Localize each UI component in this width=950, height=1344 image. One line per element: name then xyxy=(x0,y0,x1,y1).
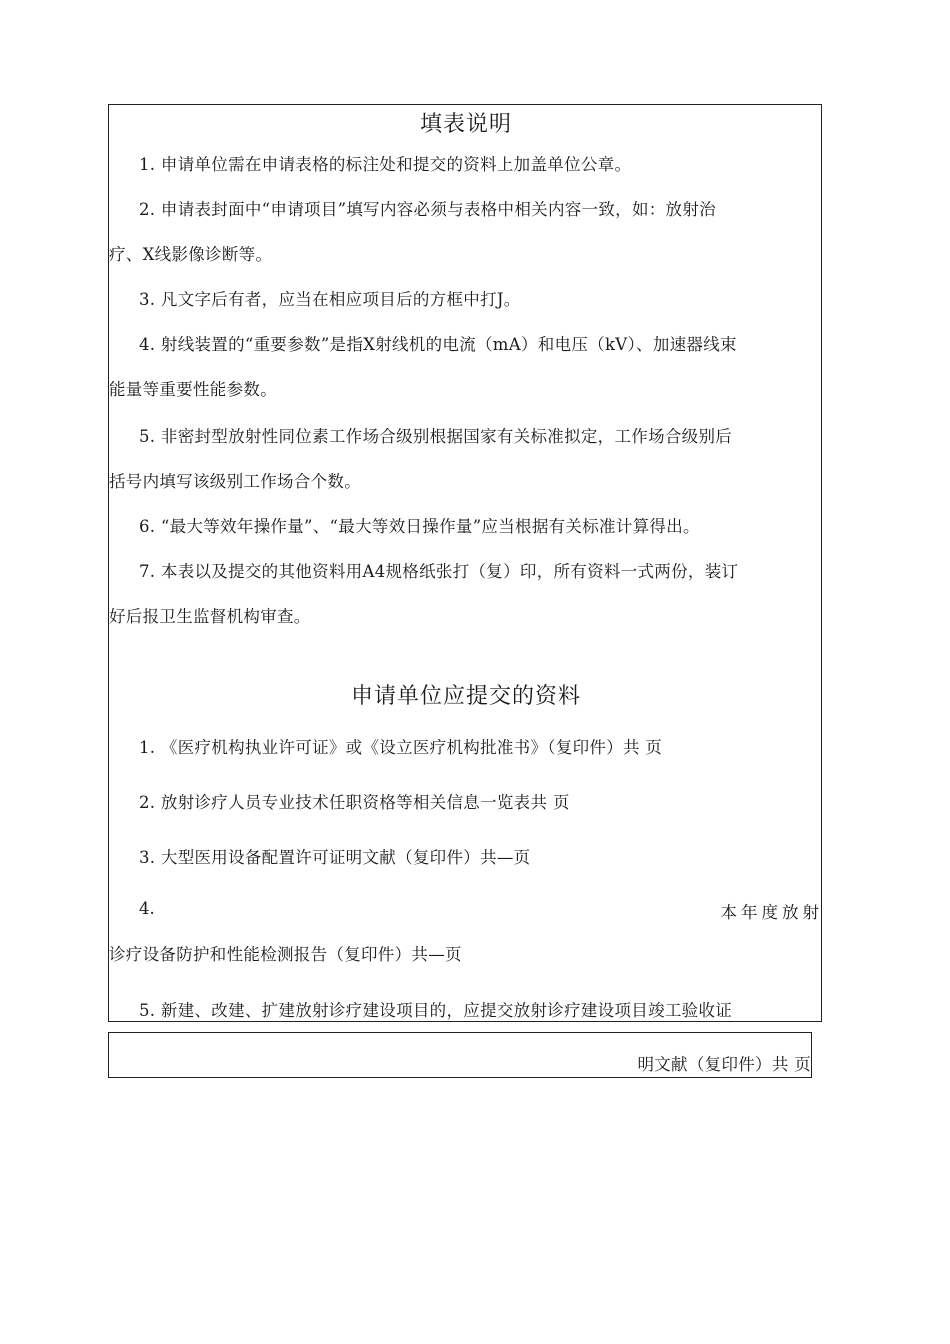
material-item-4-number: 4. xyxy=(139,899,155,918)
instructions-title: 填表说明 xyxy=(419,112,512,137)
instruction-line: 括号内填写该级别工作场合个数。 xyxy=(109,472,361,491)
material-item-4-text: 本年度放射 xyxy=(720,903,823,922)
materials-title: 申请单位应提交的资料 xyxy=(350,684,581,709)
material-item-5-continuation: 明文献（复印件）共 页 xyxy=(637,1055,811,1074)
instructions-box xyxy=(108,104,822,1022)
material-item-5: 5. 新建、改建、扩建放射诊疗建设项目的，应提交放射诊疗建设项目竣工验收证 xyxy=(139,1001,733,1020)
instruction-line: 好后报卫生监督机构审查。 xyxy=(109,607,311,626)
material-item-4-continuation: 诊疗设备防护和性能检测报告（复印件）共—页 xyxy=(109,945,462,964)
material-item-3: 3. 大型医用设备配置许可证明文献（复印件）共—页 xyxy=(139,848,531,867)
instruction-line: 6. “最大等效年操作量”、“最大等效日操作量”应当根据有关标准计算得出。 xyxy=(139,517,700,536)
instruction-line: 4. 射线装置的“重要参数”是指X射线机的电流（mA）和电压（kV）、加速器线束 xyxy=(139,335,737,354)
instruction-line: 3. 凡文字后有者，应当在相应项目后的方框中打J。 xyxy=(139,290,521,309)
instruction-line: 能量等重要性能参数。 xyxy=(109,380,277,399)
material-item-2: 2. 放射诊疗人员专业技术任职资格等相关信息一览表共 页 xyxy=(139,793,570,812)
material-item-1: 1. 《医疗机构执业许可证》或《设立医疗机构批准书》（复印件）共 页 xyxy=(139,738,663,757)
instruction-line: 2. 申请表封面中“申请项目”填写内容必须与表格中相关内容一致，如：放射治 xyxy=(139,200,716,219)
instruction-line: 1. 申请单位需在申请表格的标注处和提交的资料上加盖单位公章。 xyxy=(139,155,632,174)
instruction-line: 7. 本表以及提交的其他资料用A4规格纸张打（复）印，所有资料一式两份，装订 xyxy=(139,562,739,581)
continuation-box xyxy=(108,1032,812,1078)
instruction-line: 5. 非密封型放射性同位素工作场合级别根据国家有关标准拟定，工作场合级别后 xyxy=(139,427,733,446)
instruction-line: 疗、X线影像诊断等。 xyxy=(109,245,273,264)
